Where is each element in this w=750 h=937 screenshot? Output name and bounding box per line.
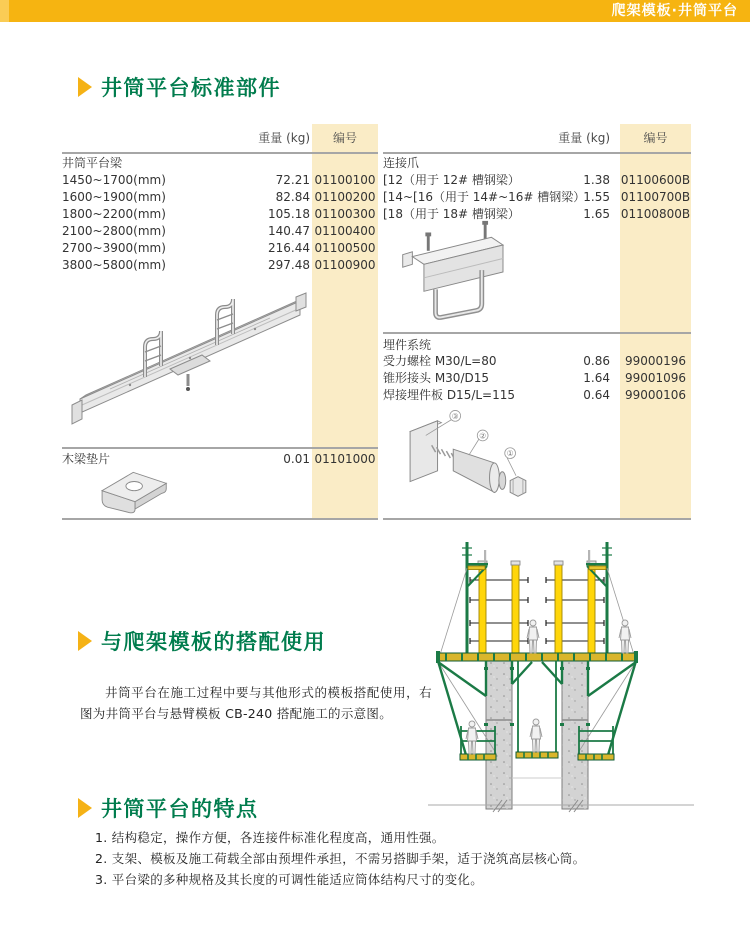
row-code: 99000196: [624, 354, 687, 368]
row-code: 01100100: [314, 173, 376, 187]
table-rule: [383, 332, 691, 334]
col-header-weight: 重量 (kg): [558, 131, 610, 145]
feature-item: 1. 结构稳定，操作方便，各连接件标准化程度高，通用性强。: [95, 830, 445, 845]
row-name: 锥形接头 M30/D15: [383, 371, 489, 385]
row-code: 99001096: [624, 371, 687, 385]
row-weight: 105.18: [268, 207, 310, 221]
table-row: [383, 353, 691, 370]
col-header-weight: 重量 (kg): [258, 131, 310, 145]
row-weight: 72.21: [275, 173, 310, 187]
table-row: [62, 223, 378, 240]
row-name: 木梁垫片: [62, 452, 111, 466]
callout-2: ②: [479, 431, 487, 441]
wood-beam-pad-illustration: [92, 465, 180, 520]
table-row: [383, 387, 691, 404]
usage-paragraph: 井筒平台在施工过程中要与其他形式的模板搭配使用，右图为井筒平台与悬臂模板 CB-240 搭配施工的示意图。: [80, 684, 432, 721]
callout-1: ①: [506, 449, 514, 459]
section-features-title: 井筒平台的特点: [101, 797, 259, 821]
row-name: 2700~3900(mm): [62, 241, 166, 255]
row-code: 01100500: [314, 241, 376, 255]
row-code: 01100600B: [620, 173, 691, 187]
section-parts-title: 井筒平台标准部件: [101, 76, 281, 100]
table-rule: [383, 152, 691, 154]
table-row: [62, 172, 378, 189]
table-rule: [62, 447, 378, 449]
row-code: 01100300: [314, 207, 376, 221]
col-header-code: 编号: [643, 131, 668, 145]
category-label: 井筒平台梁: [62, 156, 123, 170]
table-row: [62, 240, 378, 257]
row-name: 1800~2200(mm): [62, 207, 166, 221]
row-code: 99000106: [624, 388, 687, 402]
table-rule: [62, 518, 378, 520]
row-name: 2100~2800(mm): [62, 224, 166, 238]
shaft-platform-scaffold-diagram: [410, 528, 710, 818]
row-weight: 216.44: [268, 241, 310, 255]
top-banner: [0, 0, 750, 22]
connecting-claw-illustration: [395, 220, 530, 325]
category-label: 连接爪: [383, 156, 420, 170]
embed-bolt-illustration: [391, 408, 541, 511]
features-list: [95, 827, 695, 890]
row-weight: 1.65: [583, 207, 610, 221]
row-weight: 0.64: [583, 388, 610, 402]
row-code: 01100900: [314, 258, 376, 272]
row-weight: 1.64: [583, 371, 610, 385]
table-row: [383, 189, 691, 206]
row-name: 3800~5800(mm): [62, 258, 166, 272]
arrow-right-icon: [78, 798, 92, 818]
row-weight: 140.47: [268, 224, 310, 238]
category-label: 埋件系统: [383, 338, 432, 352]
table-rule: [383, 518, 691, 520]
row-code: 01100800B: [620, 207, 691, 221]
table-row: [62, 206, 378, 223]
parts-table-right: [383, 125, 691, 520]
arrow-right-icon: [78, 631, 92, 651]
row-code: 01101000: [314, 452, 376, 466]
arrow-right-icon: [78, 77, 92, 97]
row-weight: 297.48: [268, 258, 310, 272]
feature-item: 2. 支架、模板及施工荷载全部由预埋件承担，不需另搭脚手架，适于浇筑高层核心筒。: [95, 851, 586, 866]
row-code: 01100400: [314, 224, 376, 238]
table-row: [62, 257, 378, 274]
row-weight: 0.01: [283, 452, 310, 466]
row-name: 焊接埋件板 D15/L=115: [383, 388, 516, 402]
section-usage-heading: [78, 626, 326, 656]
col-header-code: 编号: [332, 131, 357, 145]
row-weight: 1.38: [583, 173, 610, 187]
parts-table-left: [62, 125, 378, 520]
section-usage-title: 与爬架模板的搭配使用: [101, 630, 326, 654]
feature-item: 3. 平台梁的多种规格及其长度的可调性能适应筒体结构尺寸的变化。: [95, 872, 484, 887]
row-name: 受力螺栓 M30/L=80: [383, 354, 497, 368]
row-name: [18（用于 18# 槽钢梁）: [383, 207, 520, 221]
row-name: [14~[16（用于 14#~16# 槽钢梁）: [383, 190, 586, 204]
row-code: 01100200: [314, 190, 376, 204]
row-name: 1600~1900(mm): [62, 190, 166, 204]
section-features-heading: [78, 793, 259, 823]
platform-beam-illustration: [70, 277, 310, 427]
table-row: [383, 172, 691, 189]
row-weight: 82.84: [275, 190, 310, 204]
row-code: 01100700B: [620, 190, 691, 204]
row-name: 1450~1700(mm): [62, 173, 166, 187]
table-row: [62, 189, 378, 206]
banner-accent-strip: [0, 0, 9, 22]
main-platform: [436, 651, 638, 663]
row-weight: 0.86: [583, 354, 610, 368]
breadcrumb: 爬架模板·井筒平台: [611, 3, 738, 19]
row-name: [12（用于 12# 槽钢梁）: [383, 173, 520, 187]
row-weight: 1.55: [583, 190, 610, 204]
table-rule: [62, 152, 378, 154]
callout-3: ③: [451, 411, 459, 421]
table-row: [383, 370, 691, 387]
section-parts-heading: [78, 72, 281, 102]
